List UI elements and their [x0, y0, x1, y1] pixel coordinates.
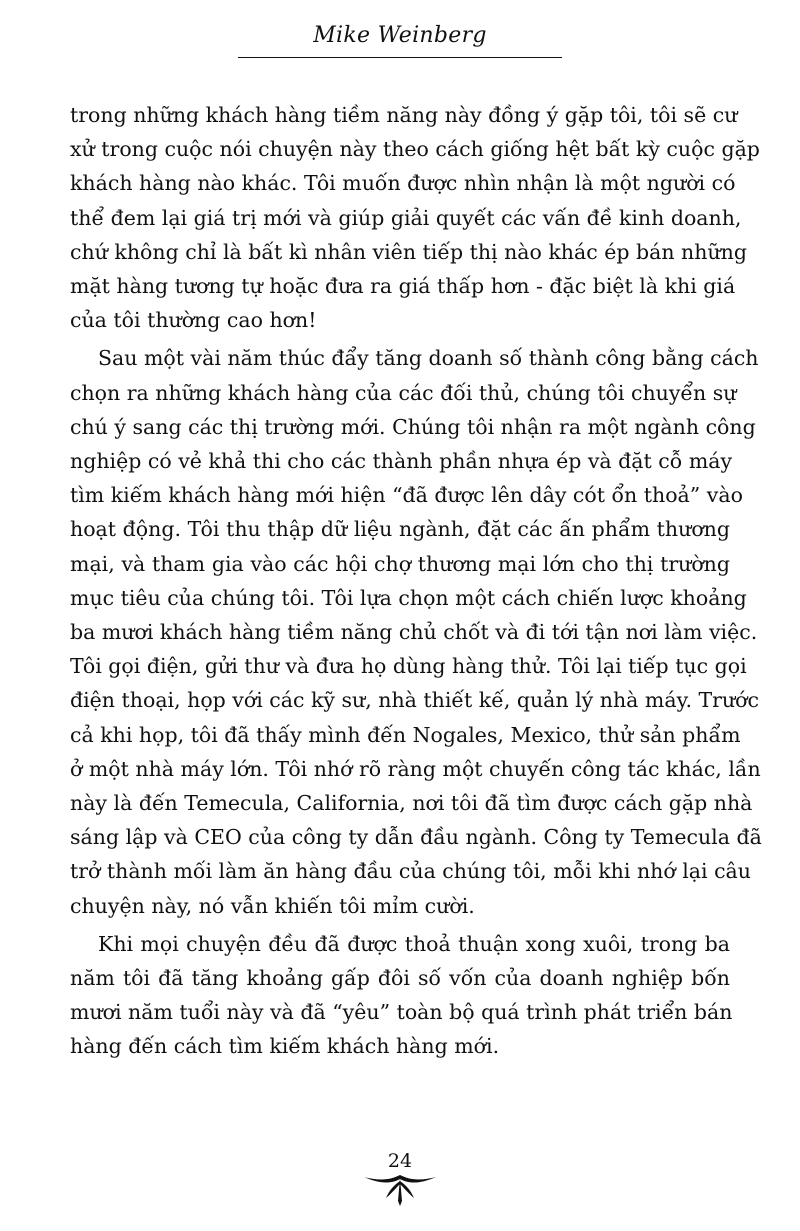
text-line: thể đem lại giá trị mới và giúp giải quyết các vấn đề kinh doanh,: [70, 205, 742, 230]
text-line: cả khi họp, tôi đã thấy mình đến Nogales, Mexico, thử sản phẩm: [70, 722, 741, 747]
text-line: Sau một vài năm thúc đẩy tăng doanh số thành công bằng cách: [98, 346, 759, 371]
paragraph-2: [70, 341, 762, 922]
text-line: chú ý sang các thị trường mới. Chúng tôi nhận ra một ngành công: [70, 414, 756, 439]
text-line: mặt hàng tương tự hoặc đưa ra giá thấp hơn - đặc biệt là khi giá: [70, 274, 736, 299]
text-line: tìm kiếm khách hàng mới hiện “đã được lên dây cót ổn thoả” vào: [70, 483, 743, 508]
text-line: năm tôi đã tăng khoảng gấp đôi số vốn của doanh nghiệp bốn: [70, 966, 730, 991]
flourish-ornament-icon: [362, 1171, 438, 1207]
text-line: hàng đến cách tìm kiếm khách hàng mới.: [70, 1034, 500, 1059]
text-line: nghiệp có vẻ khả thi cho các thành phần nhựa ép và đặt cỗ máy: [70, 449, 733, 474]
text-line: ở một nhà máy lớn. Tôi nhớ rõ ràng một chuyến công tác khác, lần: [70, 756, 761, 781]
text-line: sáng lập và CEO của công ty dẫn đầu ngành. Công ty Temecula đã: [70, 825, 762, 850]
text-line: chọn ra những khách hàng của các đối thủ, chúng tôi chuyển sự: [70, 380, 737, 405]
text-line: Tôi gọi điện, gửi thư và đưa họ dùng hàng thử. Tôi lại tiếp tục gọi: [70, 654, 747, 679]
body-text: [70, 98, 762, 1064]
author-name: Mike Weinberg: [313, 23, 487, 48]
header-rule: [238, 57, 562, 58]
text-line: hoạt động. Tôi thu thập dữ liệu ngành, đặt các ấn phẩm thương: [70, 517, 730, 542]
text-line: chứ không chỉ là bất kì nhân viên tiếp thị nào khác ép bán những: [70, 239, 747, 264]
text-line: ba mươi khách hàng tiềm năng chủ chốt và đi tới tận nơi làm việc.: [70, 620, 758, 645]
paragraph-1: [70, 98, 760, 337]
text-line: trong những khách hàng tiềm năng này đồng ý gặp tôi, tôi sẽ cư: [70, 103, 738, 127]
text-line: khách hàng nào khác. Tôi muốn được nhìn nhận là một người có: [70, 171, 736, 196]
text-line: xử trong cuộc nói chuyện này theo cách giống hệt bất kỳ cuộc gặp: [70, 137, 760, 162]
text-line: chuyện này, nó vẫn khiến tôi mỉm cười.: [70, 893, 475, 918]
text-line: trở thành mối làm ăn hàng đầu của chúng tôi, mỗi khi nhớ lại câu: [70, 859, 751, 884]
text-line: mươi năm tuổi này và đã “yêu” toàn bộ quá trình phát triển bán: [70, 1000, 733, 1025]
text-line: của tôi thường cao hơn!: [70, 308, 317, 333]
paragraph-3: [70, 927, 733, 1064]
page-number: 24: [387, 1150, 413, 1172]
text-line: mại, và tham gia vào các hội chợ thương mại lớn cho thị trường: [70, 551, 730, 576]
text-line: này là đến Temecula, California, nơi tôi đã tìm được cách gặp nhà: [70, 791, 753, 816]
running-header: [0, 22, 800, 50]
text-line: Khi mọi chuyện đều đã được thoả thuận xong xuôi, trong ba: [98, 931, 730, 956]
text-line: điện thoại, họp với các kỹ sư, nhà thiết kế, quản lý nhà máy. Trước: [70, 688, 759, 713]
text-line: mục tiêu của chúng tôi. Tôi lựa chọn một cách chiến lược khoảng: [70, 585, 747, 610]
